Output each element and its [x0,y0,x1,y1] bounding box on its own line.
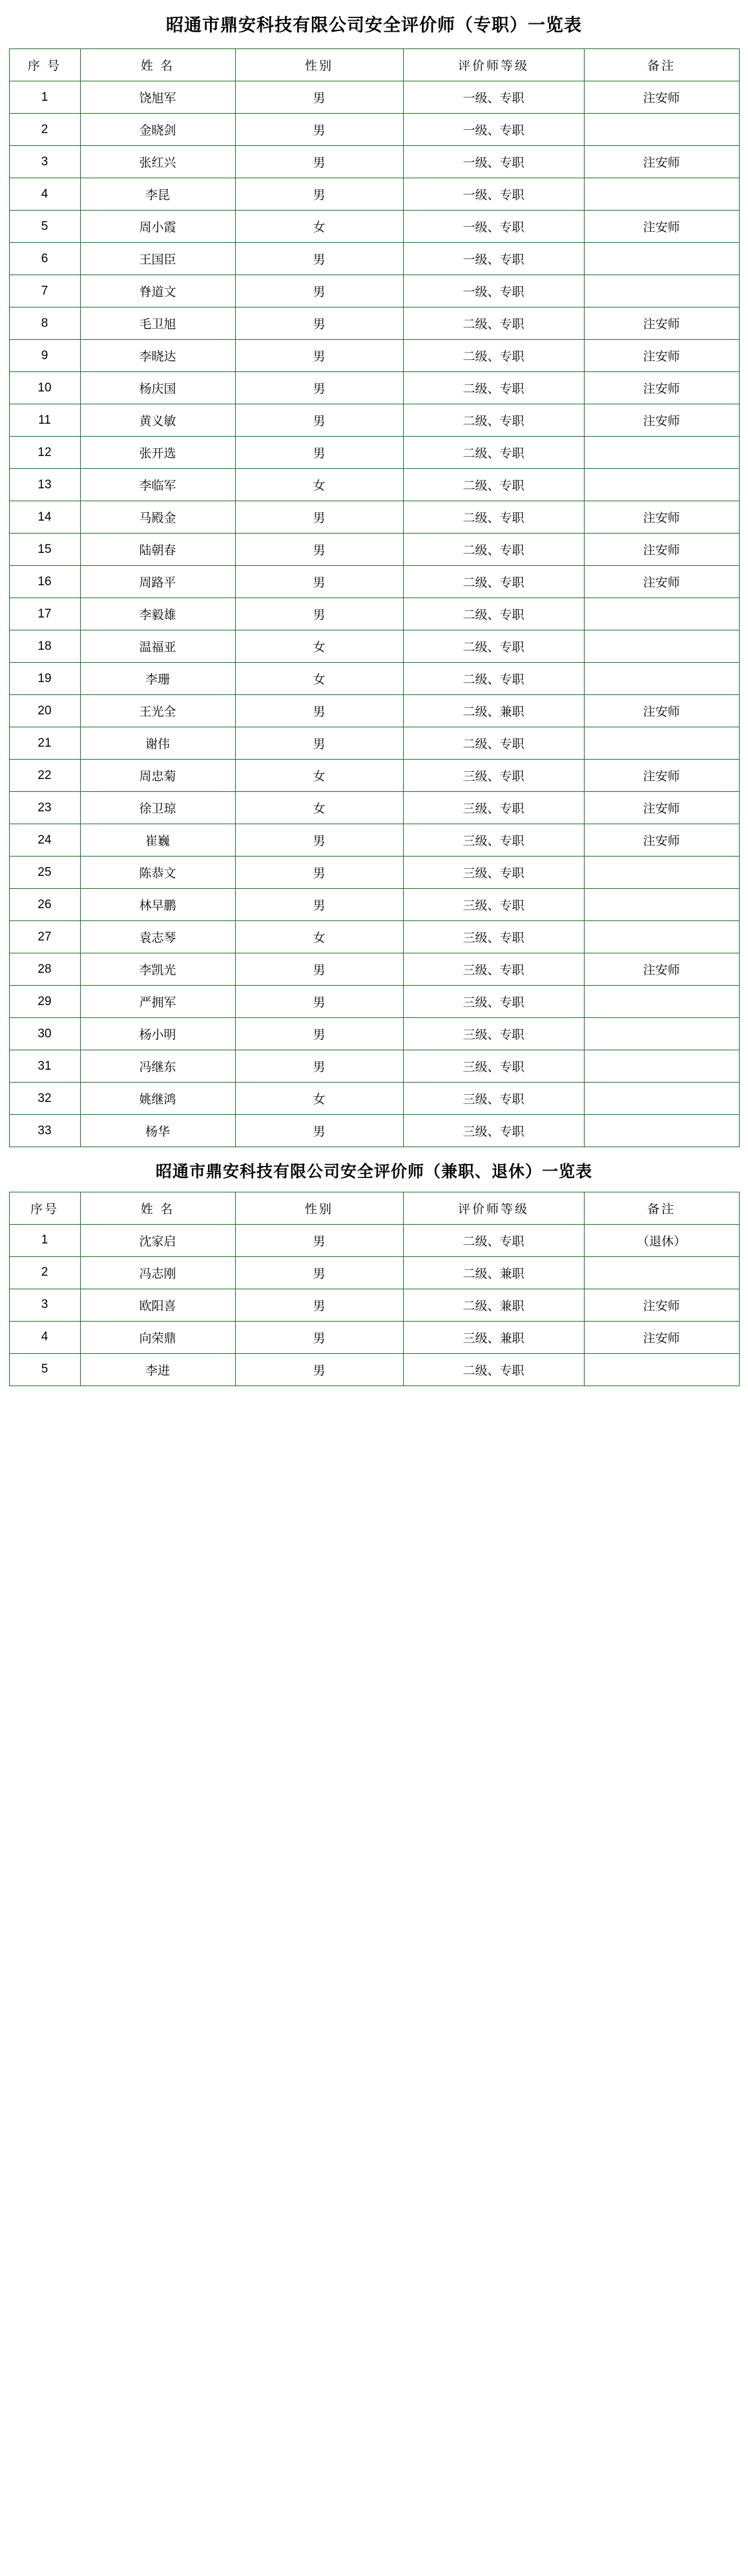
cell-level: 三级、专职 [403,1083,584,1115]
cell-index: 8 [9,307,80,340]
cell-note [584,114,739,146]
cell-level: 二级、专职 [403,340,584,372]
cell-note [584,1018,739,1050]
cell-level: 二级、专职 [403,727,584,760]
cell-index: 13 [9,469,80,501]
cell-name: 冯继东 [80,1050,235,1083]
cell-sex: 女 [235,469,403,501]
cell-name: 毛卫旭 [80,307,235,340]
cell-index: 4 [9,178,80,211]
cell-index: 1 [9,1224,80,1256]
cell-level: 一级、专职 [403,146,584,178]
cell-name: 林早鹏 [80,889,235,921]
table-row [9,953,739,986]
cell-sex: 男 [235,146,403,178]
table-row [9,1224,739,1256]
cell-name: 李珊 [80,663,235,695]
cell-sex: 男 [235,437,403,469]
cell-index: 3 [9,146,80,178]
cell-name: 脊道文 [80,275,235,307]
cell-name: 杨小明 [80,1018,235,1050]
cell-name: 向荣鼎 [80,1321,235,1353]
cell-index: 20 [9,695,80,727]
cell-note: 注安师 [584,953,739,986]
cell-sex: 男 [235,1289,403,1321]
cell-note: （退休） [584,1224,739,1256]
table-row [9,404,739,437]
table-row [9,469,739,501]
cell-index: 18 [9,630,80,663]
cell-note [584,921,739,953]
cell-index: 24 [9,824,80,857]
cell-index: 19 [9,663,80,695]
cell-index: 6 [9,243,80,275]
cell-note: 注安师 [584,146,739,178]
table-row [9,1256,739,1289]
cell-sex: 男 [235,1018,403,1050]
table-row [9,243,739,275]
cell-level: 二级、专职 [403,1224,584,1256]
table-header-row [9,1192,739,1224]
cell-note [584,178,739,211]
cell-name: 马殿金 [80,501,235,534]
table-row [9,889,739,921]
cell-index: 30 [9,1018,80,1050]
column-header-index: 序号 [9,1192,80,1224]
cell-note [584,986,739,1018]
cell-sex: 男 [235,695,403,727]
cell-note [584,1083,739,1115]
cell-index: 33 [9,1115,80,1147]
cell-index: 22 [9,760,80,792]
cell-name: 李晓达 [80,340,235,372]
cell-name: 陆朝春 [80,534,235,566]
table-row [9,1289,739,1321]
cell-note: 注安师 [584,501,739,534]
table-row [9,437,739,469]
cell-index: 11 [9,404,80,437]
column-header-index: 序 号 [9,49,80,81]
cell-sex: 女 [235,921,403,953]
cell-sex: 男 [235,953,403,986]
cell-index: 23 [9,792,80,824]
cell-index: 2 [9,114,80,146]
cell-note: 注安师 [584,1289,739,1321]
cell-note [584,437,739,469]
cell-sex: 男 [235,889,403,921]
cell-index: 28 [9,953,80,986]
cell-sex: 男 [235,340,403,372]
cell-note [584,727,739,760]
cell-level: 三级、专职 [403,1050,584,1083]
cell-name: 姚继鸿 [80,1083,235,1115]
column-header-sex: 性别 [235,49,403,81]
cell-name: 冯志刚 [80,1256,235,1289]
cell-index: 3 [9,1289,80,1321]
cell-note [584,630,739,663]
table-row [9,211,739,243]
cell-level: 三级、专职 [403,824,584,857]
cell-sex: 男 [235,1353,403,1386]
cell-level: 二级、兼职 [403,695,584,727]
roster-table-parttime [9,1192,740,1386]
cell-level: 二级、专职 [403,501,584,534]
cell-sex: 男 [235,566,403,598]
cell-level: 二级、专职 [403,1353,584,1386]
table-row [9,340,739,372]
table-row [9,1050,739,1083]
cell-note: 注安师 [584,372,739,404]
cell-note: 注安师 [584,695,739,727]
cell-level: 一级、专职 [403,243,584,275]
cell-name: 金晓剑 [80,114,235,146]
cell-level: 二级、专职 [403,437,584,469]
column-header-note: 备注 [584,1192,739,1224]
table-row [9,81,739,114]
cell-note [584,243,739,275]
cell-note [584,889,739,921]
cell-index: 25 [9,857,80,889]
cell-index: 4 [9,1321,80,1353]
table-row [9,598,739,630]
cell-sex: 男 [235,1256,403,1289]
cell-name: 欧阳喜 [80,1289,235,1321]
cell-name: 杨华 [80,1115,235,1147]
cell-sex: 女 [235,760,403,792]
cell-level: 三级、兼职 [403,1321,584,1353]
cell-sex: 男 [235,1115,403,1147]
cell-level: 二级、专职 [403,566,584,598]
cell-name: 袁志琴 [80,921,235,953]
cell-level: 二级、专职 [403,630,584,663]
cell-sex: 女 [235,630,403,663]
cell-sex: 男 [235,824,403,857]
cell-level: 三级、专职 [403,889,584,921]
table-row [9,1321,739,1353]
table-row [9,695,739,727]
cell-name: 沈家启 [80,1224,235,1256]
cell-index: 32 [9,1083,80,1115]
table-row [9,857,739,889]
table-row [9,1018,739,1050]
cell-name: 李凯光 [80,953,235,986]
cell-name: 李昆 [80,178,235,211]
cell-level: 三级、专职 [403,1115,584,1147]
cell-level: 三级、专职 [403,792,584,824]
cell-level: 一级、专职 [403,211,584,243]
table-row [9,534,739,566]
column-header-level: 评价师等级 [403,49,584,81]
cell-index: 31 [9,1050,80,1083]
cell-name: 李毅雄 [80,598,235,630]
cell-name: 周忠菊 [80,760,235,792]
roster-table-fulltime [9,48,740,1147]
table-row [9,663,739,695]
cell-index: 14 [9,501,80,534]
cell-note: 注安师 [584,340,739,372]
cell-note [584,663,739,695]
table-row [9,760,739,792]
table-row [9,921,739,953]
cell-name: 陈恭文 [80,857,235,889]
cell-note: 注安师 [584,824,739,857]
cell-sex: 男 [235,114,403,146]
cell-level: 三级、专职 [403,986,584,1018]
cell-name: 杨庆国 [80,372,235,404]
cell-index: 5 [9,211,80,243]
page-title-兼职退休: 昭通市鼎安科技有限公司安全评价师（兼职、退休）一览表 [155,1163,592,1181]
cell-note [584,1115,739,1147]
column-header-name: 姓 名 [80,1192,235,1224]
cell-sex: 男 [235,598,403,630]
cell-name: 黄义敏 [80,404,235,437]
cell-sex: 男 [235,1050,403,1083]
cell-index: 7 [9,275,80,307]
cell-name: 王光全 [80,695,235,727]
cell-sex: 男 [235,986,403,1018]
table-row [9,630,739,663]
cell-note [584,275,739,307]
cell-index: 26 [9,889,80,921]
cell-note [584,857,739,889]
cell-sex: 女 [235,663,403,695]
cell-name: 张红兴 [80,146,235,178]
cell-note: 注安师 [584,81,739,114]
table-row [9,307,739,340]
table-row [9,146,739,178]
cell-name: 谢伟 [80,727,235,760]
table-header-row [9,49,739,81]
cell-name: 周路平 [80,566,235,598]
cell-index: 1 [9,81,80,114]
table-row [9,1083,739,1115]
table-row [9,727,739,760]
cell-note: 注安师 [584,307,739,340]
cell-note [584,1256,739,1289]
cell-level: 二级、专职 [403,307,584,340]
cell-note: 注安师 [584,1321,739,1353]
cell-index: 12 [9,437,80,469]
table-row [9,1353,739,1386]
cell-name: 李临军 [80,469,235,501]
cell-level: 一级、专职 [403,178,584,211]
cell-name: 徐卫琼 [80,792,235,824]
cell-level: 二级、专职 [403,469,584,501]
cell-level: 二级、兼职 [403,1289,584,1321]
cell-sex: 男 [235,307,403,340]
table-row [9,566,739,598]
cell-index: 15 [9,534,80,566]
cell-name: 李进 [80,1353,235,1386]
table-row [9,178,739,211]
table-row [9,792,739,824]
cell-index: 21 [9,727,80,760]
cell-index: 27 [9,921,80,953]
cell-index: 17 [9,598,80,630]
cell-sex: 女 [235,211,403,243]
cell-sex: 男 [235,534,403,566]
cell-name: 饶旭军 [80,81,235,114]
cell-name: 严拥军 [80,986,235,1018]
cell-name: 周小霞 [80,211,235,243]
table-row [9,114,739,146]
table-row [9,824,739,857]
cell-sex: 女 [235,792,403,824]
cell-note [584,469,739,501]
cell-sex: 男 [235,178,403,211]
cell-level: 二级、专职 [403,663,584,695]
table-row [9,986,739,1018]
cell-name: 崔巍 [80,824,235,857]
table-row [9,501,739,534]
cell-note [584,1353,739,1386]
cell-level: 二级、专职 [403,534,584,566]
cell-sex: 男 [235,275,403,307]
cell-note: 注安师 [584,211,739,243]
table-row [9,372,739,404]
cell-index: 29 [9,986,80,1018]
cell-level: 二级、兼职 [403,1256,584,1289]
cell-level: 一级、专职 [403,81,584,114]
table-row [9,1115,739,1147]
cell-sex: 男 [235,81,403,114]
table-row [9,275,739,307]
column-header-sex: 性别 [235,1192,403,1224]
cell-level: 三级、专职 [403,857,584,889]
column-header-level: 评价师等级 [403,1192,584,1224]
cell-level: 二级、专职 [403,404,584,437]
cell-sex: 男 [235,372,403,404]
page-title-专职: 昭通市鼎安科技有限公司安全评价师（专职）一览表 [166,16,582,35]
cell-level: 二级、专职 [403,598,584,630]
cell-level: 三级、专职 [403,1018,584,1050]
cell-sex: 女 [235,1083,403,1115]
cell-note [584,598,739,630]
cell-sex: 男 [235,1224,403,1256]
cell-name: 王国臣 [80,243,235,275]
column-header-name: 姓 名 [80,49,235,81]
cell-index: 2 [9,1256,80,1289]
cell-level: 三级、专职 [403,921,584,953]
cell-note: 注安师 [584,534,739,566]
cell-index: 9 [9,340,80,372]
cell-index: 5 [9,1353,80,1386]
cell-sex: 男 [235,243,403,275]
cell-note: 注安师 [584,792,739,824]
cell-note: 注安师 [584,404,739,437]
cell-sex: 男 [235,727,403,760]
cell-level: 二级、专职 [403,372,584,404]
cell-name: 温福亚 [80,630,235,663]
cell-sex: 男 [235,404,403,437]
cell-level: 一级、专职 [403,275,584,307]
cell-note: 注安师 [584,760,739,792]
cell-level: 一级、专职 [403,114,584,146]
cell-sex: 男 [235,1321,403,1353]
cell-level: 三级、专职 [403,953,584,986]
cell-note [584,1050,739,1083]
cell-name: 张开选 [80,437,235,469]
cell-level: 三级、专职 [403,760,584,792]
cell-index: 10 [9,372,80,404]
cell-sex: 男 [235,857,403,889]
cell-index: 16 [9,566,80,598]
column-header-note: 备注 [584,49,739,81]
cell-note: 注安师 [584,566,739,598]
cell-sex: 男 [235,501,403,534]
